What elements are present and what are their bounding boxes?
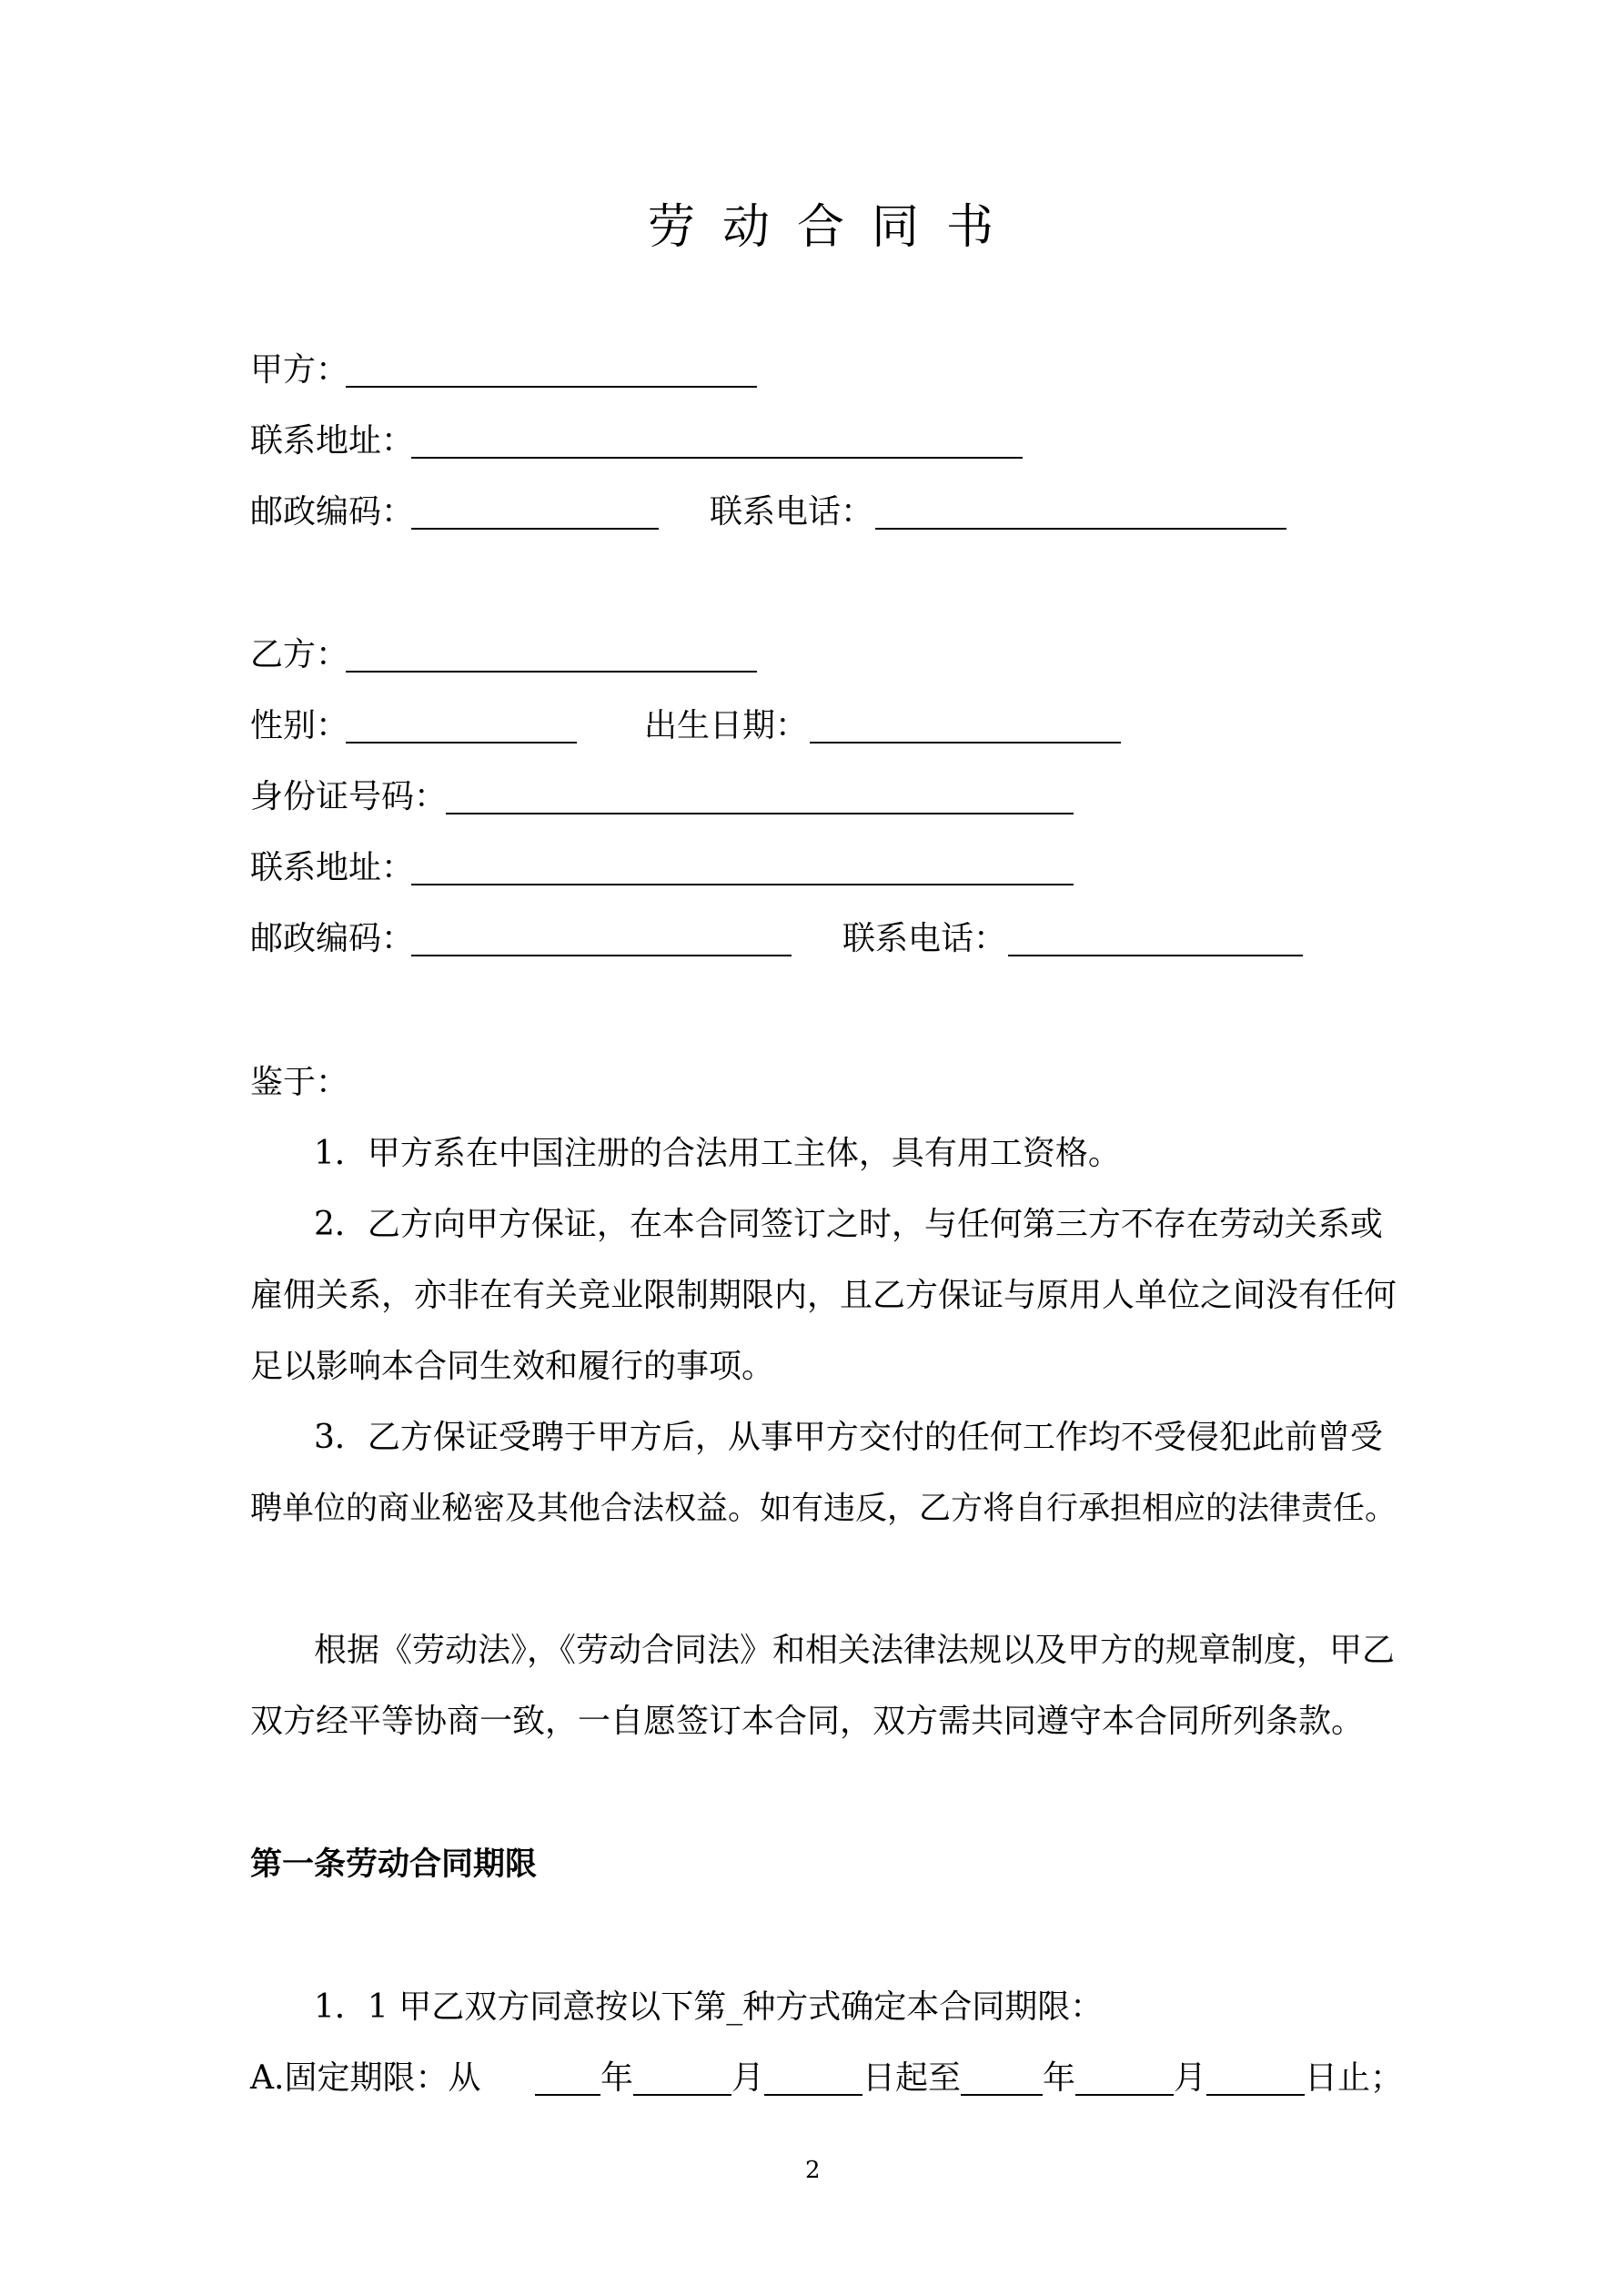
party-b-birth-field[interactable]	[810, 742, 1121, 743]
fixed-term-prefix: A.固定期限：从	[250, 2059, 481, 2097]
whereas-item-2-line-1: 2．乙方向甲方保证，在本合同签订之时，与任何第三方不存在劳动关系或	[314, 1206, 1383, 1243]
party-b-postcode-field[interactable]	[411, 955, 792, 956]
start-day-field[interactable]	[764, 2094, 862, 2096]
party-a-address-field[interactable]	[411, 457, 1023, 459]
whereas-label: 鉴于：	[250, 1064, 349, 1101]
whereas-item-3-line-2: 聘单位的商业秘密及其他合法权益。如有违反，乙方将自行承担相应的法律责任。	[250, 1491, 1397, 1527]
party-b-gender-field[interactable]	[346, 742, 577, 743]
party-b-postcode-label: 邮政编码：	[250, 920, 415, 957]
party-a-phone-label: 联系电话：	[710, 493, 874, 531]
party-a-postcode-field[interactable]	[411, 528, 659, 530]
party-b-birth-label: 出生日期：	[644, 707, 809, 744]
start-year-label: 年	[600, 2059, 634, 2097]
start-day-label: 日起至	[862, 2059, 962, 2097]
page-number: 2	[805, 2157, 821, 2184]
party-b-address-field[interactable]	[411, 884, 1074, 885]
start-month-field[interactable]	[633, 2094, 731, 2096]
party-b-address-label: 联系地址：	[250, 849, 415, 886]
party-b-phone-field[interactable]	[1008, 955, 1303, 956]
party-b-gender-label: 性别：	[250, 707, 349, 744]
basis-line-2: 双方经平等协商一致，一自愿签订本合同，双方需共同遵守本合同所列条款。	[250, 1703, 1365, 1740]
party-b-name-field[interactable]	[346, 671, 757, 673]
party-b-phone-label: 联系电话：	[842, 920, 1007, 957]
party-a-address-label: 联系地址：	[250, 422, 415, 460]
party-a-name-field[interactable]	[346, 386, 757, 388]
start-year-field[interactable]	[535, 2094, 600, 2096]
basis-line-1: 根据《劳动法》，《劳动合同法》和相关法律法规以及甲方的规章制度，甲乙	[314, 1632, 1396, 1669]
end-year-label: 年	[1043, 2059, 1076, 2097]
party-a-phone-field[interactable]	[875, 528, 1286, 530]
whereas-item-2-line-2: 雇佣关系，亦非在有关竞业限制期限内，且乙方保证与原用人单位之间没有任何	[250, 1277, 1397, 1314]
end-month-field[interactable]	[1075, 2094, 1174, 2096]
whereas-item-2-line-3: 足以影响本合同生效和履行的事项。	[250, 1348, 775, 1385]
end-month-label: 月	[1174, 2059, 1207, 2097]
end-day-field[interactable]	[1206, 2094, 1305, 2096]
end-year-field[interactable]	[961, 2094, 1043, 2096]
party-b-id-label: 身份证号码：	[250, 778, 448, 815]
party-a-postcode-label: 邮政编码：	[250, 493, 415, 531]
whereas-item-3-line-1: 3．乙方保证受聘于甲方后，从事甲方交付的任何工作均不受侵犯此前曾受	[314, 1419, 1383, 1456]
article-1-heading: 第一条劳动合同期限	[250, 1846, 538, 1883]
start-month-label: 月	[731, 2059, 765, 2097]
page-title: 劳动合同书	[648, 200, 1022, 255]
party-a-name-label: 甲方：	[250, 351, 349, 389]
party-b-id-field[interactable]	[446, 813, 1074, 814]
whereas-item-1: 1．甲方系在中国注册的合法用工主体，具有用工资格。	[314, 1135, 1121, 1172]
party-b-name-label: 乙方：	[250, 636, 349, 673]
article-1-clause: 1．1 甲乙双方同意按以下第_种方式确定本合同期限：	[314, 1988, 1104, 2026]
end-day-label: 日止；	[1305, 2059, 1404, 2097]
